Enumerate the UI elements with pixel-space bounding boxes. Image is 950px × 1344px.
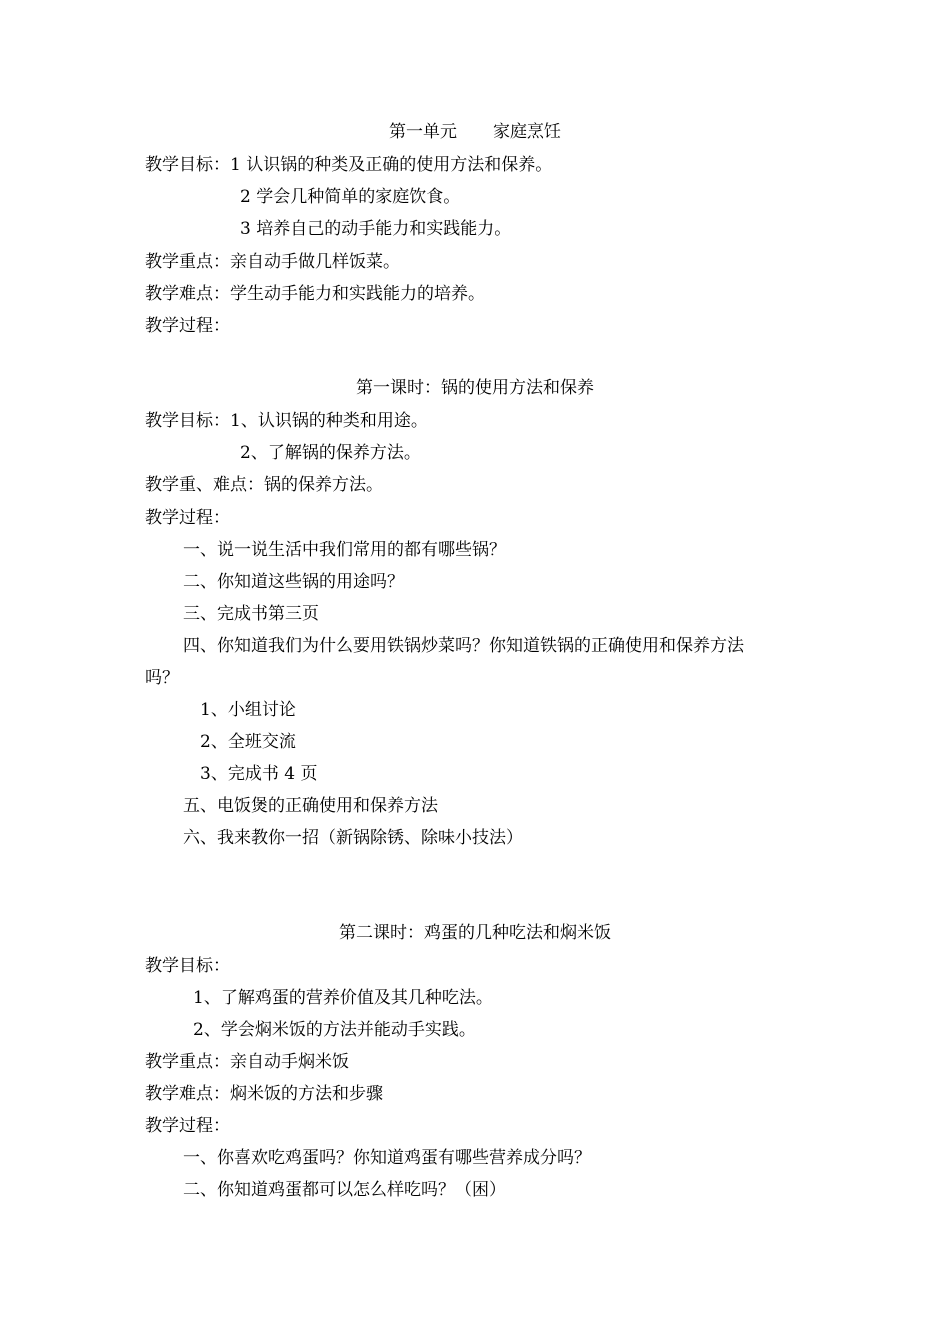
unit-goals-label: 教学目标：	[145, 155, 230, 175]
unit-title	[0, 121, 950, 143]
unit-key-point: 教学重点：亲自动手做几样饭菜。	[145, 252, 400, 272]
unit-goal-2: 2 学会几种简单的家庭饮食。	[240, 187, 461, 207]
lesson1-goals-row	[145, 410, 428, 432]
lesson2-title: 第二课时：鸡蛋的几种吃法和焖米饭	[339, 923, 611, 943]
lesson1-substep-1: 1、小组讨论	[200, 700, 296, 720]
lesson1-key-difficulty: 教学重、难点：锅的保养方法。	[145, 475, 383, 495]
lesson2-goal-2: 2、学会焖米饭的方法并能动手实践。	[193, 1020, 476, 1040]
lesson1-step-3: 三、完成书第三页	[183, 604, 319, 624]
lesson2-difficulty: 教学难点：焖米饭的方法和步骤	[145, 1084, 383, 1104]
unit-process-label: 教学过程：	[145, 316, 230, 336]
lesson2-step-1: 一、你喜欢吃鸡蛋吗？你知道鸡蛋有哪些营养成分吗？	[183, 1148, 591, 1168]
lesson1-goal-1: 1、认识锅的种类和用途。	[230, 411, 428, 431]
lesson2-process-label: 教学过程：	[145, 1116, 230, 1136]
unit-goal-3: 3 培养自己的动手能力和实践能力。	[240, 219, 512, 239]
unit-title-number: 第一单元	[389, 122, 457, 142]
lesson1-step-4: 四、你知道我们为什么要用铁锅炒菜吗？你知道铁锅的正确使用和保养方法	[183, 636, 744, 656]
lesson1-goals-label: 教学目标：	[145, 411, 230, 431]
lesson1-title: 第一课时：锅的使用方法和保养	[356, 378, 594, 398]
lesson1-step-1: 一、说一说生活中我们常用的都有哪些锅？	[183, 540, 506, 560]
lesson2-key-point: 教学重点：亲自动手焖米饭	[145, 1052, 349, 1072]
lesson1-step-6: 六、我来教你一招（新锅除锈、除味小技法）	[183, 828, 523, 848]
lesson2-goals-label: 教学目标：	[145, 956, 230, 976]
lesson1-goal-2: 2、了解锅的保养方法。	[240, 443, 421, 463]
unit-goals-row	[145, 154, 552, 176]
lesson1-substep-2: 2、全班交流	[200, 732, 296, 752]
lesson1-process-label: 教学过程：	[145, 508, 230, 528]
unit-goal-1: 1 认识锅的种类及正确的使用方法和保养。	[230, 155, 553, 175]
lesson2-step-2: 二、你知道鸡蛋都可以怎么样吃吗？（困）	[183, 1180, 506, 1200]
lesson1-step-2: 二、你知道这些锅的用途吗？	[183, 572, 404, 592]
lesson1-step-4-continued: 吗？	[145, 668, 179, 688]
lesson1-step-5: 五、电饭煲的正确使用和保养方法	[183, 796, 438, 816]
lesson1-substep-3: 3、完成书 4 页	[200, 764, 318, 784]
unit-difficulty: 教学难点：学生动手能力和实践能力的培养。	[145, 284, 485, 304]
unit-title-name: 家庭烹饪	[493, 122, 561, 142]
lesson2-goal-1: 1、了解鸡蛋的营养价值及其几种吃法。	[193, 988, 493, 1008]
